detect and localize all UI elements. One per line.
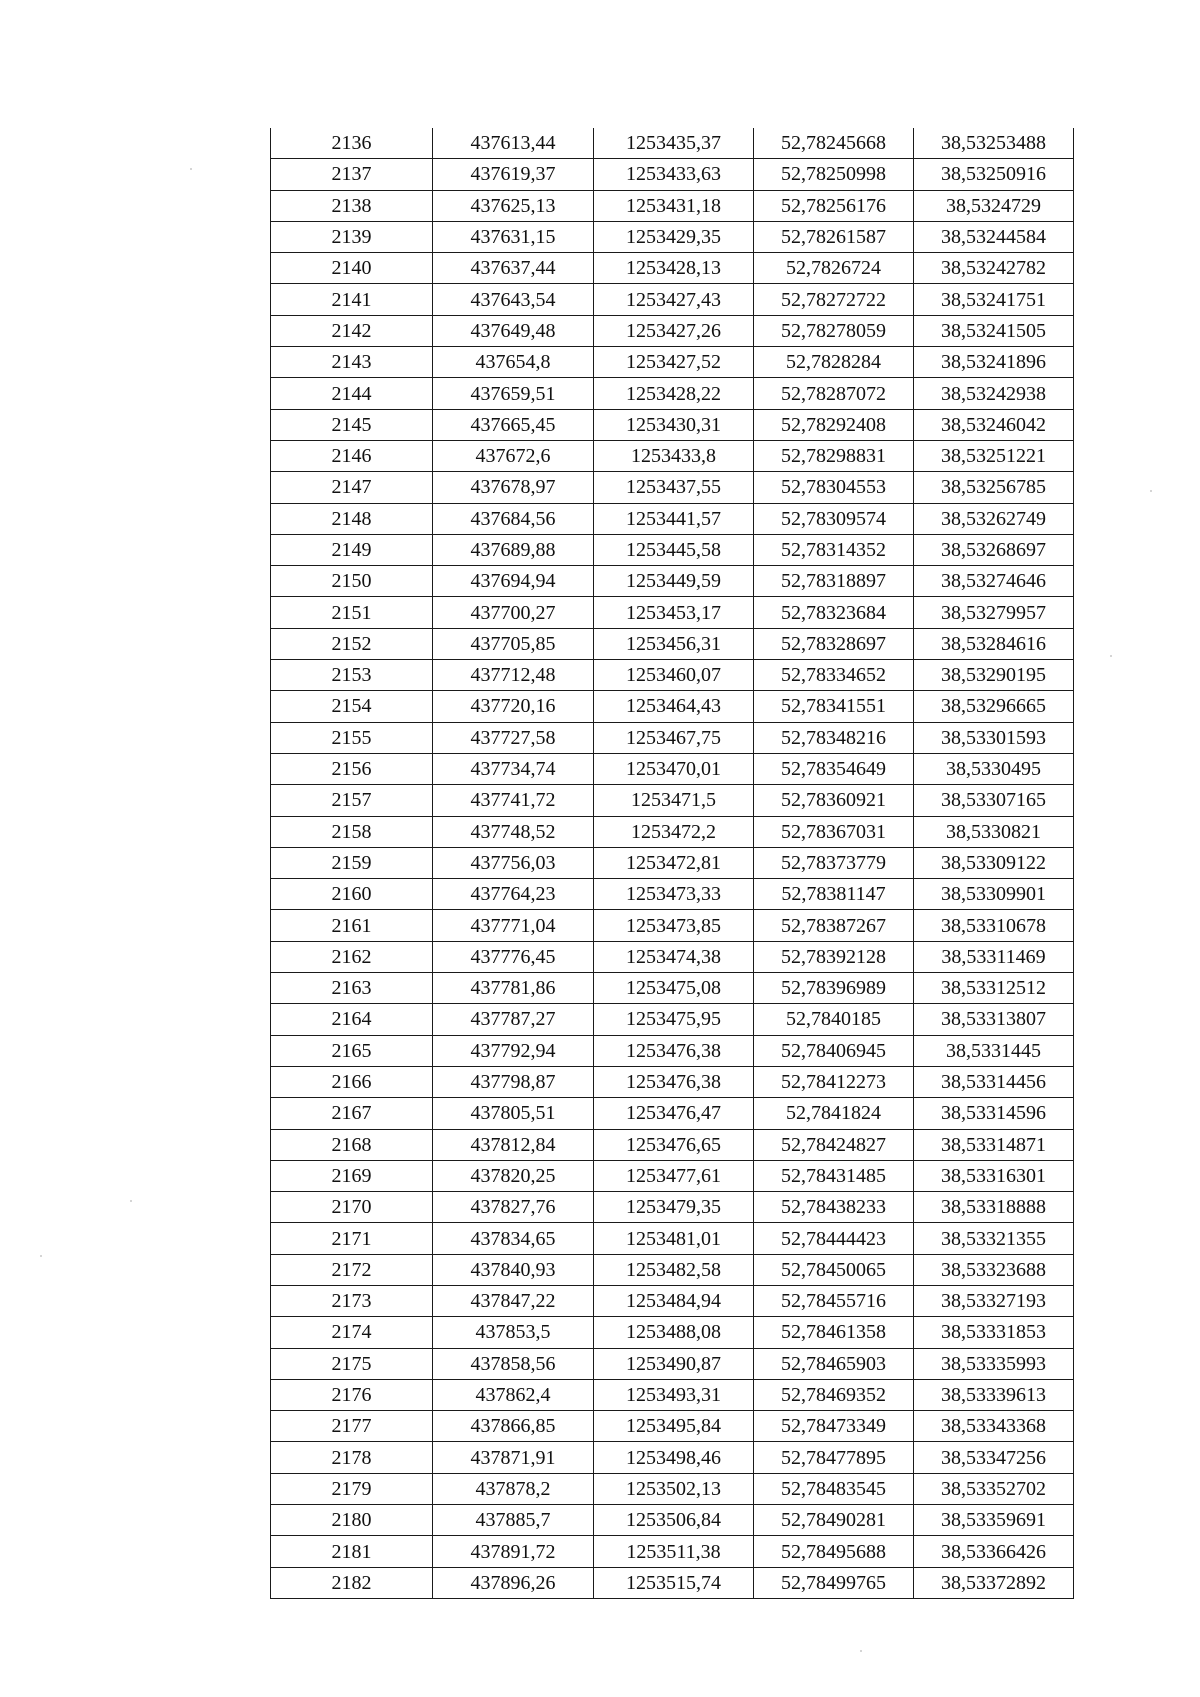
point-number-cell: 2176 xyxy=(271,1379,433,1410)
latitude-cell: 52,78438233 xyxy=(754,1192,914,1223)
point-number-cell: 2136 xyxy=(271,128,433,159)
table-row xyxy=(271,1254,1074,1285)
y-coordinate-cell: 1253488,08 xyxy=(594,1317,754,1348)
y-coordinate-cell: 1253471,5 xyxy=(594,785,754,816)
table-row xyxy=(271,785,1074,816)
table-row xyxy=(271,1066,1074,1097)
x-coordinate-cell: 437756,03 xyxy=(433,847,594,878)
point-number-cell: 2152 xyxy=(271,628,433,659)
x-coordinate-cell: 437619,37 xyxy=(433,159,594,190)
latitude-cell: 52,78328697 xyxy=(754,628,914,659)
x-coordinate-cell: 437665,45 xyxy=(433,409,594,440)
y-coordinate-cell: 1253502,13 xyxy=(594,1473,754,1504)
table-row xyxy=(271,253,1074,284)
y-coordinate-cell: 1253456,31 xyxy=(594,628,754,659)
table-row xyxy=(271,1285,1074,1316)
latitude-cell: 52,78461358 xyxy=(754,1317,914,1348)
y-coordinate-cell: 1253495,84 xyxy=(594,1411,754,1442)
latitude-cell: 52,78323684 xyxy=(754,597,914,628)
point-number-cell: 2177 xyxy=(271,1411,433,1442)
y-coordinate-cell: 1253475,08 xyxy=(594,973,754,1004)
latitude-cell: 52,7828284 xyxy=(754,347,914,378)
longitude-cell: 38,53314596 xyxy=(914,1098,1074,1129)
y-coordinate-cell: 1253428,22 xyxy=(594,378,754,409)
y-coordinate-cell: 1253484,94 xyxy=(594,1285,754,1316)
x-coordinate-cell: 437764,23 xyxy=(433,879,594,910)
longitude-cell: 38,53251221 xyxy=(914,440,1074,471)
longitude-cell: 38,53250916 xyxy=(914,159,1074,190)
scan-speck xyxy=(40,1255,42,1257)
x-coordinate-cell: 437649,48 xyxy=(433,315,594,346)
y-coordinate-cell: 1253428,13 xyxy=(594,253,754,284)
x-coordinate-cell: 437678,97 xyxy=(433,472,594,503)
table-row xyxy=(271,1473,1074,1504)
table-row xyxy=(271,190,1074,221)
longitude-cell: 38,53339613 xyxy=(914,1379,1074,1410)
table-row xyxy=(271,1567,1074,1598)
point-number-cell: 2142 xyxy=(271,315,433,346)
point-number-cell: 2155 xyxy=(271,722,433,753)
point-number-cell: 2166 xyxy=(271,1066,433,1097)
longitude-cell: 38,53366426 xyxy=(914,1536,1074,1567)
point-number-cell: 2159 xyxy=(271,847,433,878)
point-number-cell: 2178 xyxy=(271,1442,433,1473)
longitude-cell: 38,53242782 xyxy=(914,253,1074,284)
y-coordinate-cell: 1253493,31 xyxy=(594,1379,754,1410)
longitude-cell: 38,53284616 xyxy=(914,628,1074,659)
point-number-cell: 2144 xyxy=(271,378,433,409)
table-row xyxy=(271,660,1074,691)
latitude-cell: 52,78341551 xyxy=(754,691,914,722)
y-coordinate-cell: 1253474,38 xyxy=(594,941,754,972)
x-coordinate-cell: 437781,86 xyxy=(433,973,594,1004)
latitude-cell: 52,78334652 xyxy=(754,660,914,691)
point-number-cell: 2164 xyxy=(271,1004,433,1035)
y-coordinate-cell: 1253475,95 xyxy=(594,1004,754,1035)
latitude-cell: 52,7841824 xyxy=(754,1098,914,1129)
point-number-cell: 2181 xyxy=(271,1536,433,1567)
table-row xyxy=(271,1192,1074,1223)
x-coordinate-cell: 437805,51 xyxy=(433,1098,594,1129)
x-coordinate-cell: 437792,94 xyxy=(433,1035,594,1066)
x-coordinate-cell: 437827,76 xyxy=(433,1192,594,1223)
y-coordinate-cell: 1253476,47 xyxy=(594,1098,754,1129)
y-coordinate-cell: 1253427,26 xyxy=(594,315,754,346)
latitude-cell: 52,78245668 xyxy=(754,128,914,159)
latitude-cell: 52,78367031 xyxy=(754,816,914,847)
table-row xyxy=(271,753,1074,784)
latitude-cell: 52,78490281 xyxy=(754,1505,914,1536)
y-coordinate-cell: 1253460,07 xyxy=(594,660,754,691)
point-number-cell: 2168 xyxy=(271,1129,433,1160)
latitude-cell: 52,7826724 xyxy=(754,253,914,284)
latitude-cell: 52,78272722 xyxy=(754,284,914,315)
x-coordinate-cell: 437820,25 xyxy=(433,1160,594,1191)
longitude-cell: 38,53244584 xyxy=(914,221,1074,252)
table-row xyxy=(271,1442,1074,1473)
y-coordinate-cell: 1253477,61 xyxy=(594,1160,754,1191)
y-coordinate-cell: 1253482,58 xyxy=(594,1254,754,1285)
latitude-cell: 52,78455716 xyxy=(754,1285,914,1316)
latitude-cell: 52,78465903 xyxy=(754,1348,914,1379)
point-number-cell: 2167 xyxy=(271,1098,433,1129)
table-row xyxy=(271,1035,1074,1066)
x-coordinate-cell: 437891,72 xyxy=(433,1536,594,1567)
longitude-cell: 38,5324729 xyxy=(914,190,1074,221)
y-coordinate-cell: 1253429,35 xyxy=(594,221,754,252)
x-coordinate-cell: 437734,74 xyxy=(433,753,594,784)
scan-speck xyxy=(130,1200,132,1202)
latitude-cell: 52,78406945 xyxy=(754,1035,914,1066)
latitude-cell: 52,78499765 xyxy=(754,1567,914,1598)
x-coordinate-cell: 437798,87 xyxy=(433,1066,594,1097)
point-number-cell: 2163 xyxy=(271,973,433,1004)
scan-speck xyxy=(1110,655,1112,657)
point-number-cell: 2150 xyxy=(271,566,433,597)
longitude-cell: 38,53256785 xyxy=(914,472,1074,503)
coordinates-table-body xyxy=(271,128,1074,1598)
x-coordinate-cell: 437862,4 xyxy=(433,1379,594,1410)
longitude-cell: 38,53241896 xyxy=(914,347,1074,378)
table-row xyxy=(271,1379,1074,1410)
y-coordinate-cell: 1253473,33 xyxy=(594,879,754,910)
y-coordinate-cell: 1253467,75 xyxy=(594,722,754,753)
x-coordinate-cell: 437712,48 xyxy=(433,660,594,691)
table-row xyxy=(271,1317,1074,1348)
latitude-cell: 52,78354649 xyxy=(754,753,914,784)
latitude-cell: 52,78469352 xyxy=(754,1379,914,1410)
table-row xyxy=(271,628,1074,659)
point-number-cell: 2143 xyxy=(271,347,433,378)
scan-speck xyxy=(1150,490,1152,492)
y-coordinate-cell: 1253435,37 xyxy=(594,128,754,159)
y-coordinate-cell: 1253433,63 xyxy=(594,159,754,190)
point-number-cell: 2147 xyxy=(271,472,433,503)
latitude-cell: 52,78278059 xyxy=(754,315,914,346)
point-number-cell: 2170 xyxy=(271,1192,433,1223)
latitude-cell: 52,78381147 xyxy=(754,879,914,910)
longitude-cell: 38,5330821 xyxy=(914,816,1074,847)
x-coordinate-cell: 437748,52 xyxy=(433,816,594,847)
point-number-cell: 2179 xyxy=(271,1473,433,1504)
longitude-cell: 38,53316301 xyxy=(914,1160,1074,1191)
table-row xyxy=(271,1536,1074,1567)
y-coordinate-cell: 1253479,35 xyxy=(594,1192,754,1223)
point-number-cell: 2148 xyxy=(271,503,433,534)
latitude-cell: 52,78473349 xyxy=(754,1411,914,1442)
point-number-cell: 2138 xyxy=(271,190,433,221)
y-coordinate-cell: 1253498,46 xyxy=(594,1442,754,1473)
longitude-cell: 38,53241505 xyxy=(914,315,1074,346)
x-coordinate-cell: 437637,44 xyxy=(433,253,594,284)
y-coordinate-cell: 1253427,52 xyxy=(594,347,754,378)
point-number-cell: 2162 xyxy=(271,941,433,972)
table-row xyxy=(271,378,1074,409)
longitude-cell: 38,53323688 xyxy=(914,1254,1074,1285)
longitude-cell: 38,5330495 xyxy=(914,753,1074,784)
point-number-cell: 2156 xyxy=(271,753,433,784)
table-row xyxy=(271,597,1074,628)
longitude-cell: 38,53331853 xyxy=(914,1317,1074,1348)
point-number-cell: 2171 xyxy=(271,1223,433,1254)
table-row xyxy=(271,534,1074,565)
point-number-cell: 2158 xyxy=(271,816,433,847)
y-coordinate-cell: 1253481,01 xyxy=(594,1223,754,1254)
x-coordinate-cell: 437885,7 xyxy=(433,1505,594,1536)
longitude-cell: 38,53311469 xyxy=(914,941,1074,972)
longitude-cell: 38,53279957 xyxy=(914,597,1074,628)
latitude-cell: 52,78373779 xyxy=(754,847,914,878)
x-coordinate-cell: 437771,04 xyxy=(433,910,594,941)
longitude-cell: 38,53296665 xyxy=(914,691,1074,722)
latitude-cell: 52,78298831 xyxy=(754,440,914,471)
longitude-cell: 38,53321355 xyxy=(914,1223,1074,1254)
point-number-cell: 2157 xyxy=(271,785,433,816)
y-coordinate-cell: 1253441,57 xyxy=(594,503,754,534)
table-row xyxy=(271,159,1074,190)
longitude-cell: 38,53314456 xyxy=(914,1066,1074,1097)
longitude-cell: 38,53335993 xyxy=(914,1348,1074,1379)
longitude-cell: 38,53327193 xyxy=(914,1285,1074,1316)
latitude-cell: 52,78348216 xyxy=(754,722,914,753)
longitude-cell: 38,53241751 xyxy=(914,284,1074,315)
y-coordinate-cell: 1253437,55 xyxy=(594,472,754,503)
table-row xyxy=(271,1160,1074,1191)
table-row xyxy=(271,284,1074,315)
x-coordinate-cell: 437812,84 xyxy=(433,1129,594,1160)
table-row xyxy=(271,472,1074,503)
x-coordinate-cell: 437705,85 xyxy=(433,628,594,659)
latitude-cell: 52,78292408 xyxy=(754,409,914,440)
x-coordinate-cell: 437878,2 xyxy=(433,1473,594,1504)
longitude-cell: 38,53314871 xyxy=(914,1129,1074,1160)
x-coordinate-cell: 437866,85 xyxy=(433,1411,594,1442)
longitude-cell: 38,53309901 xyxy=(914,879,1074,910)
latitude-cell: 52,78360921 xyxy=(754,785,914,816)
x-coordinate-cell: 437672,6 xyxy=(433,440,594,471)
point-number-cell: 2137 xyxy=(271,159,433,190)
point-number-cell: 2161 xyxy=(271,910,433,941)
table-row xyxy=(271,941,1074,972)
table-row xyxy=(271,1411,1074,1442)
latitude-cell: 52,78256176 xyxy=(754,190,914,221)
longitude-cell: 38,53312512 xyxy=(914,973,1074,1004)
point-number-cell: 2146 xyxy=(271,440,433,471)
latitude-cell: 52,78450065 xyxy=(754,1254,914,1285)
latitude-cell: 52,78431485 xyxy=(754,1160,914,1191)
y-coordinate-cell: 1253449,59 xyxy=(594,566,754,597)
point-number-cell: 2180 xyxy=(271,1505,433,1536)
x-coordinate-cell: 437684,56 xyxy=(433,503,594,534)
point-number-cell: 2153 xyxy=(271,660,433,691)
longitude-cell: 38,53307165 xyxy=(914,785,1074,816)
point-number-cell: 2182 xyxy=(271,1567,433,1598)
table-row xyxy=(271,1223,1074,1254)
x-coordinate-cell: 437871,91 xyxy=(433,1442,594,1473)
coordinates-table xyxy=(270,128,1074,1599)
latitude-cell: 52,78412273 xyxy=(754,1066,914,1097)
longitude-cell: 38,53343368 xyxy=(914,1411,1074,1442)
x-coordinate-cell: 437858,56 xyxy=(433,1348,594,1379)
latitude-cell: 52,78483545 xyxy=(754,1473,914,1504)
point-number-cell: 2149 xyxy=(271,534,433,565)
longitude-cell: 38,53301593 xyxy=(914,722,1074,753)
y-coordinate-cell: 1253473,85 xyxy=(594,910,754,941)
x-coordinate-cell: 437613,44 xyxy=(433,128,594,159)
y-coordinate-cell: 1253476,65 xyxy=(594,1129,754,1160)
point-number-cell: 2154 xyxy=(271,691,433,722)
y-coordinate-cell: 1253431,18 xyxy=(594,190,754,221)
table-row xyxy=(271,566,1074,597)
x-coordinate-cell: 437694,94 xyxy=(433,566,594,597)
table-row xyxy=(271,315,1074,346)
latitude-cell: 52,78309574 xyxy=(754,503,914,534)
table-row xyxy=(271,1098,1074,1129)
table-row xyxy=(271,879,1074,910)
x-coordinate-cell: 437741,72 xyxy=(433,785,594,816)
table-row xyxy=(271,816,1074,847)
x-coordinate-cell: 437853,5 xyxy=(433,1317,594,1348)
y-coordinate-cell: 1253433,8 xyxy=(594,440,754,471)
point-number-cell: 2172 xyxy=(271,1254,433,1285)
point-number-cell: 2175 xyxy=(271,1348,433,1379)
point-number-cell: 2151 xyxy=(271,597,433,628)
table-row xyxy=(271,347,1074,378)
latitude-cell: 52,7840185 xyxy=(754,1004,914,1035)
point-number-cell: 2169 xyxy=(271,1160,433,1191)
longitude-cell: 38,53268697 xyxy=(914,534,1074,565)
table-row xyxy=(271,440,1074,471)
point-number-cell: 2173 xyxy=(271,1285,433,1316)
longitude-cell: 38,53242938 xyxy=(914,378,1074,409)
longitude-cell: 38,53253488 xyxy=(914,128,1074,159)
x-coordinate-cell: 437625,13 xyxy=(433,190,594,221)
x-coordinate-cell: 437896,26 xyxy=(433,1567,594,1598)
x-coordinate-cell: 437840,93 xyxy=(433,1254,594,1285)
y-coordinate-cell: 1253476,38 xyxy=(594,1066,754,1097)
scan-speck xyxy=(860,1650,862,1652)
latitude-cell: 52,78287072 xyxy=(754,378,914,409)
y-coordinate-cell: 1253472,2 xyxy=(594,816,754,847)
table-row xyxy=(271,847,1074,878)
table-row xyxy=(271,409,1074,440)
latitude-cell: 52,78392128 xyxy=(754,941,914,972)
point-number-cell: 2141 xyxy=(271,284,433,315)
x-coordinate-cell: 437834,65 xyxy=(433,1223,594,1254)
x-coordinate-cell: 437689,88 xyxy=(433,534,594,565)
table-row xyxy=(271,1129,1074,1160)
latitude-cell: 52,78424827 xyxy=(754,1129,914,1160)
longitude-cell: 38,5331445 xyxy=(914,1035,1074,1066)
table-row xyxy=(271,1348,1074,1379)
table-row xyxy=(271,503,1074,534)
y-coordinate-cell: 1253472,81 xyxy=(594,847,754,878)
y-coordinate-cell: 1253511,38 xyxy=(594,1536,754,1567)
y-coordinate-cell: 1253470,01 xyxy=(594,753,754,784)
latitude-cell: 52,78250998 xyxy=(754,159,914,190)
table-row xyxy=(271,722,1074,753)
x-coordinate-cell: 437787,27 xyxy=(433,1004,594,1035)
table-row xyxy=(271,691,1074,722)
latitude-cell: 52,78387267 xyxy=(754,910,914,941)
y-coordinate-cell: 1253476,38 xyxy=(594,1035,754,1066)
point-number-cell: 2145 xyxy=(271,409,433,440)
x-coordinate-cell: 437643,54 xyxy=(433,284,594,315)
latitude-cell: 52,78477895 xyxy=(754,1442,914,1473)
longitude-cell: 38,53352702 xyxy=(914,1473,1074,1504)
table-row xyxy=(271,973,1074,1004)
x-coordinate-cell: 437720,16 xyxy=(433,691,594,722)
longitude-cell: 38,53318888 xyxy=(914,1192,1074,1223)
longitude-cell: 38,53262749 xyxy=(914,503,1074,534)
latitude-cell: 52,78495688 xyxy=(754,1536,914,1567)
longitude-cell: 38,53359691 xyxy=(914,1505,1074,1536)
y-coordinate-cell: 1253430,31 xyxy=(594,409,754,440)
latitude-cell: 52,78444423 xyxy=(754,1223,914,1254)
latitude-cell: 52,78318897 xyxy=(754,566,914,597)
point-number-cell: 2140 xyxy=(271,253,433,284)
x-coordinate-cell: 437847,22 xyxy=(433,1285,594,1316)
x-coordinate-cell: 437727,58 xyxy=(433,722,594,753)
latitude-cell: 52,78314352 xyxy=(754,534,914,565)
longitude-cell: 38,53347256 xyxy=(914,1442,1074,1473)
y-coordinate-cell: 1253490,87 xyxy=(594,1348,754,1379)
x-coordinate-cell: 437659,51 xyxy=(433,378,594,409)
longitude-cell: 38,53246042 xyxy=(914,409,1074,440)
point-number-cell: 2160 xyxy=(271,879,433,910)
scan-speck xyxy=(190,168,192,170)
y-coordinate-cell: 1253445,58 xyxy=(594,534,754,565)
longitude-cell: 38,53290195 xyxy=(914,660,1074,691)
point-number-cell: 2174 xyxy=(271,1317,433,1348)
longitude-cell: 38,53313807 xyxy=(914,1004,1074,1035)
y-coordinate-cell: 1253453,17 xyxy=(594,597,754,628)
y-coordinate-cell: 1253464,43 xyxy=(594,691,754,722)
table-row xyxy=(271,221,1074,252)
table-row xyxy=(271,128,1074,159)
point-number-cell: 2139 xyxy=(271,221,433,252)
table-row xyxy=(271,1004,1074,1035)
table-row xyxy=(271,1505,1074,1536)
longitude-cell: 38,53310678 xyxy=(914,910,1074,941)
table-row xyxy=(271,910,1074,941)
longitude-cell: 38,53274646 xyxy=(914,566,1074,597)
longitude-cell: 38,53309122 xyxy=(914,847,1074,878)
x-coordinate-cell: 437654,8 xyxy=(433,347,594,378)
latitude-cell: 52,78304553 xyxy=(754,472,914,503)
y-coordinate-cell: 1253427,43 xyxy=(594,284,754,315)
x-coordinate-cell: 437776,45 xyxy=(433,941,594,972)
y-coordinate-cell: 1253515,74 xyxy=(594,1567,754,1598)
x-coordinate-cell: 437700,27 xyxy=(433,597,594,628)
y-coordinate-cell: 1253506,84 xyxy=(594,1505,754,1536)
point-number-cell: 2165 xyxy=(271,1035,433,1066)
latitude-cell: 52,78261587 xyxy=(754,221,914,252)
longitude-cell: 38,53372892 xyxy=(914,1567,1074,1598)
latitude-cell: 52,78396989 xyxy=(754,973,914,1004)
x-coordinate-cell: 437631,15 xyxy=(433,221,594,252)
